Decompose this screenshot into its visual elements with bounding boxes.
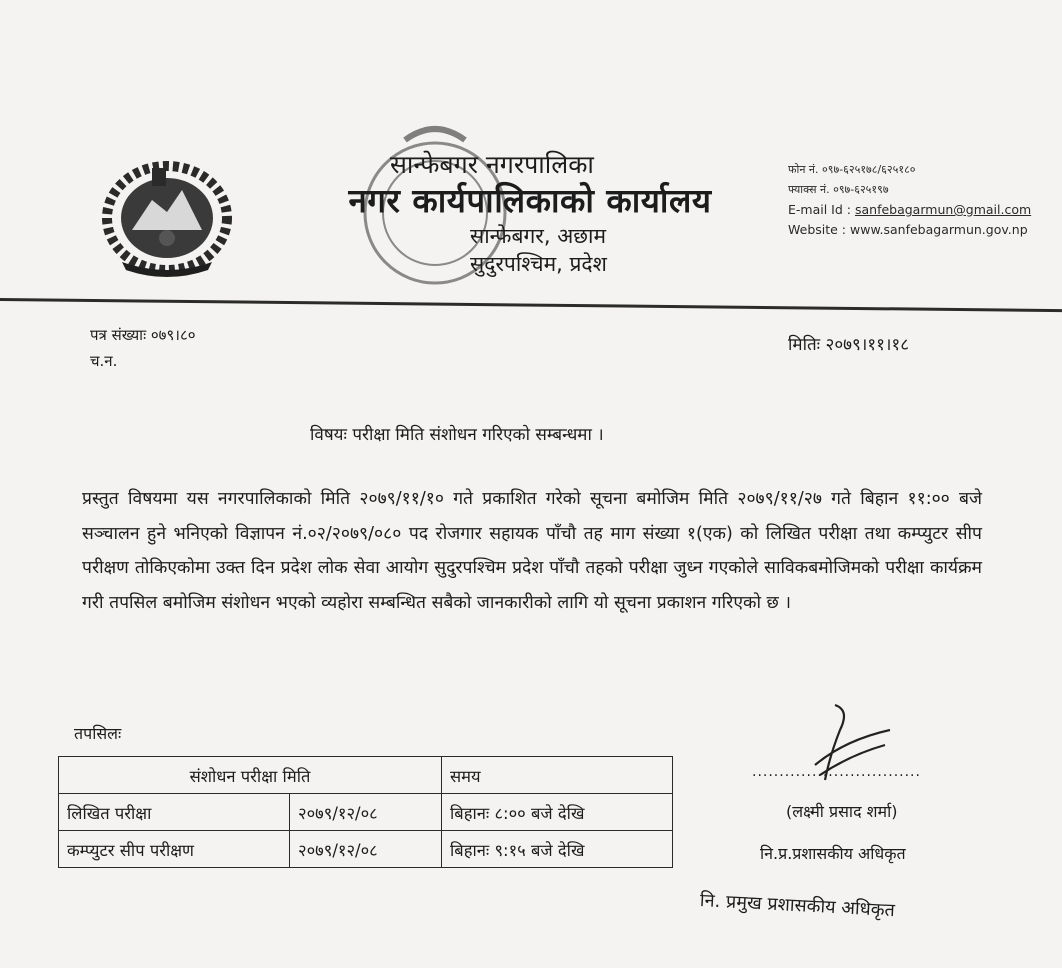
exam-time-cell: बिहानः ८:०० बजे देखि [442, 794, 673, 831]
email-row [788, 200, 1031, 220]
table-row [59, 794, 673, 831]
office-address-line1: सान्फेबगर, अछाम [470, 224, 607, 248]
letter-number: पत्र संख्याः ०७९।८० [90, 326, 196, 344]
website-row [788, 220, 1031, 240]
exam-date-cell: २०७९/१२/०८ [290, 794, 442, 831]
email-link[interactable]: sanfebagarmun@gmail.com [854, 202, 1032, 217]
fax-number: फ्याक्स नं. ०९७-६२५१९७ [788, 183, 889, 196]
office-title: नगर कार्यपालिकाको कार्यालय [348, 181, 712, 220]
letter-date: मितिः २०७९।११।१८ [788, 335, 910, 355]
letterhead-title-block [300, 150, 760, 278]
table-row [59, 831, 673, 868]
dispatch-number: च.न. [90, 352, 118, 370]
letterhead-divider [0, 298, 1062, 312]
exam-date-cell: २०७९/१२/०८ [290, 831, 442, 868]
header-time: समय [442, 757, 673, 794]
exam-time-cell: बिहानः ९:१५ बजे देखि [442, 831, 673, 868]
header-exam-date: संशोधन परीक्षा मिति [59, 757, 442, 794]
signature-line: ............................... [752, 764, 921, 780]
website-label: Website : [788, 222, 847, 237]
municipality-name: सान्फेबगर नगरपालिका [390, 150, 594, 179]
schedule-label: तपसिलः [74, 724, 122, 743]
reference-block [90, 322, 196, 374]
exam-type-cell: लिखित परीक्षा [59, 794, 290, 831]
website-link[interactable]: www.sanfebagarmun.gov.np [850, 222, 1028, 237]
nepal-emblem-icon [92, 150, 242, 280]
subject-line: विषयः परीक्षा मिति संशोधन गरिएको सम्बन्धमा । [310, 425, 604, 445]
contact-block [788, 160, 1031, 240]
phone-number: फोन नं. ०९७-६२५१७८/६२५१८० [788, 163, 916, 176]
office-address-line2: सुदुरपश्चिम, प्रदेश [470, 252, 607, 276]
email-label: E-mail Id : [788, 202, 851, 217]
body-paragraph: प्रस्तुत विषयमा यस नगरपालिकाको मिति २०७९/११/१० गते प्रकाशित गरेको सूचना बमोजिम मिति २०७९/११/२७ गते बिहान ११:०० बजे सञ्चालन हुने भनिएको विज्ञापन नं.०२/२०७९/०८० पद रोजगार सहायक पाँचौ तह माग संख्या १(एक) को लिखित परीक्षा तथा कम्प्युटर सीप परीक्षण तोकिएकोमा उक्त दिन प्रदेश लोक सेवा आयोग सुदुरपश्चिम प्रदेश पाँचौ तहको परीक्षा जुध्न गएकोले साविकबमोजिमको परीक्षा कार्यक्रम गरी तपसिल बमोजिम संशोधन भएको व्यहोरा सम्बन्धित सबैको जानकारीको लागि यो सूचना प्रकाशन गरिएको छ । [82, 489, 982, 613]
signatory-designation: नि.प्र.प्रशासकीय अधिकृत [760, 844, 906, 863]
exam-schedule-table [58, 756, 673, 868]
designation-stamp: नि. प्रमुख प्रशासकीय अधिकृत [699, 890, 896, 922]
exam-type-cell: कम्प्युटर सीप परीक्षण [59, 831, 290, 868]
table-header-row [59, 757, 673, 794]
signatory-name: (लक्ष्मी प्रसाद शर्मा) [786, 802, 898, 821]
